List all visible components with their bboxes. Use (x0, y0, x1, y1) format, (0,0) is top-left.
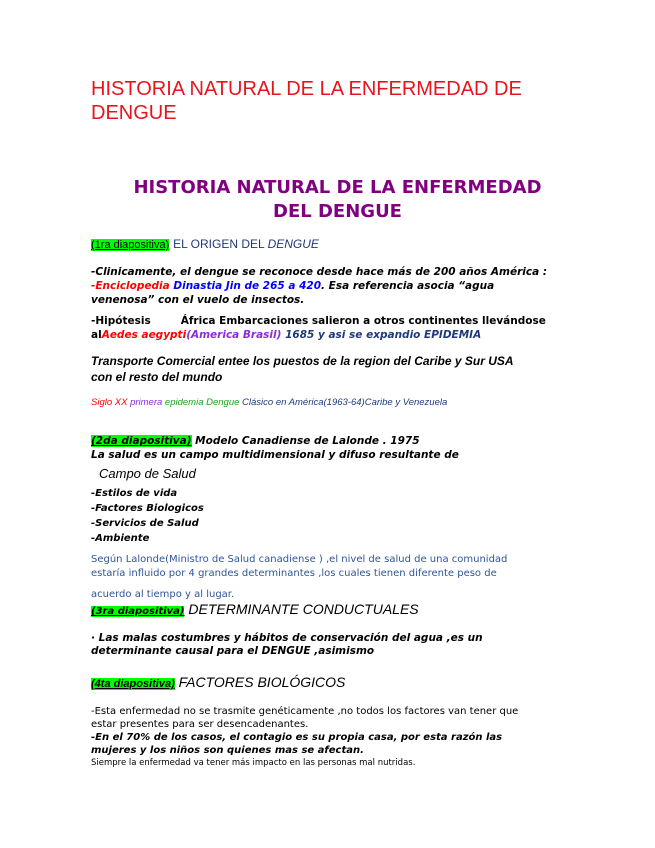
slide4-heading (91, 674, 345, 691)
lalonde-paragraph (91, 553, 507, 602)
siglo-a: Siglo XX (91, 397, 131, 408)
slide2-subtitle: La salud es un campo multidimensional y difuso resultante de (91, 449, 459, 461)
main-title-line2: DEL DENGUE (273, 201, 402, 222)
slide1-title-prefix: EL ORIGEN DEL (173, 237, 268, 251)
siglo-line (91, 397, 447, 408)
header-title-line2: DENGUE (91, 102, 177, 124)
dynasty-text: Dinastia Jin de 265 a 420 (173, 280, 322, 292)
hypothesis-line1 (91, 314, 546, 328)
list-item: -Servicios de Salud (91, 518, 199, 529)
transport-line1: Transporte Comercial entee los puestos de la region del Caribe y Sur USA (91, 354, 514, 368)
slide2-heading (91, 434, 459, 462)
slide2-title: Modelo Canadiense de Lalonde . 1975 (191, 435, 420, 447)
slide4-tag: (4ta diapositiva) (91, 678, 175, 690)
slide3-title: DETERMINANTE CONDUCTUALES (184, 601, 419, 617)
america-text: (America Brasil) (186, 329, 282, 341)
slide1-heading (91, 237, 319, 251)
slide2-tag: (2da diapositiva) (91, 435, 192, 447)
slide3-tag: (3ra diapositiva) (91, 606, 185, 617)
main-title-line1: HISTORIA NATURAL DE LA ENFERMEDAD (133, 177, 542, 198)
siglo-b: primera (130, 397, 163, 408)
hypothesis-paragraph (91, 314, 546, 342)
encyclopedia-rest: . Esa referencia asocia “agua (321, 280, 495, 292)
slide3-bullet-line1: · Las malas costumbres y hábitos de conservación del agua ,es un (91, 632, 483, 644)
siglo-d: Clásico en América(1963-64)Caribe y Venezuela (239, 397, 448, 408)
slide4-line1: -Esta enfermedad no se trasmite genéticamente ,no todos los factores van tener que (91, 706, 519, 717)
transport-line2: con el resto del mundo (91, 370, 223, 384)
slide1-title-emph: DENGUE (267, 237, 319, 251)
clinical-line1: -Clinicamente, el dengue se reconoce desde hace más de 200 años América : (91, 266, 548, 278)
transport-paragraph (91, 353, 514, 385)
slide3-bullet-line2: determinante causal para el DENGUE ,asimismo (91, 645, 375, 657)
hypothesis-label: -Hipótesis (91, 315, 151, 327)
encyclopedia-label: -Enciclopedia (91, 280, 170, 292)
clinical-paragraph (91, 265, 547, 307)
header-title (91, 77, 522, 125)
slide2-title-line (91, 434, 459, 448)
slide1-tag: (1ra diapositiva) (91, 239, 170, 251)
lalonde-line3: acuerdo al tiempo y al lugar. (91, 589, 235, 600)
slide4-title: FACTORES BIOLÓGICOS (174, 674, 346, 690)
list-item: -Ambiente (91, 533, 150, 544)
slide3-bullet (91, 632, 483, 658)
slide4-line2: estar presentes para ser desencadenantes. (91, 719, 309, 730)
main-title (0, 176, 655, 224)
hypothesis-text: África Embarcaciones salieron a otros continentes llevándose (180, 315, 546, 327)
list-item: -Factores Biologicos (91, 503, 204, 514)
lalonde-line2: estaría influido por 4 grandes determinantes ,los cuales tienen diferente peso de (91, 568, 497, 579)
slide4-line5: Siempre la enfermedad va tener más impacto en las personas mal nutridas. (91, 758, 416, 768)
slide4-line3: -En el 70% de los casos, el contagio es su propia casa, por esta razón las (91, 732, 503, 743)
campo-salud-heading: Campo de Salud (99, 466, 196, 481)
aedes-text: Aedes aegypti (101, 329, 187, 341)
header-title-line1: HISTORIA NATURAL DE LA ENFERMEDAD DE (91, 78, 522, 100)
lalonde-line1: Según Lalonde(Ministro de Salud canadiense ) ,el nivel de salud de una comunidad (91, 554, 508, 565)
slide4-paragraph (91, 705, 518, 770)
slide3-heading (91, 601, 419, 618)
list-item: -Estilos de vida (91, 488, 178, 499)
slide4-line4: mujeres y los niños son quienes mas se afectan. (91, 745, 364, 756)
hypothesis-rest: 1685 y asi se expandio EPIDEMIA (281, 329, 482, 341)
clinical-line2 (91, 279, 547, 293)
hypothesis-line2 (91, 328, 546, 342)
clinical-line3: venenosa” con el vuelo de insectos. (91, 294, 305, 306)
hypothesis-al: al (91, 329, 102, 341)
siglo-c: epidemia Dengue (162, 397, 240, 408)
campo-list (91, 486, 204, 546)
